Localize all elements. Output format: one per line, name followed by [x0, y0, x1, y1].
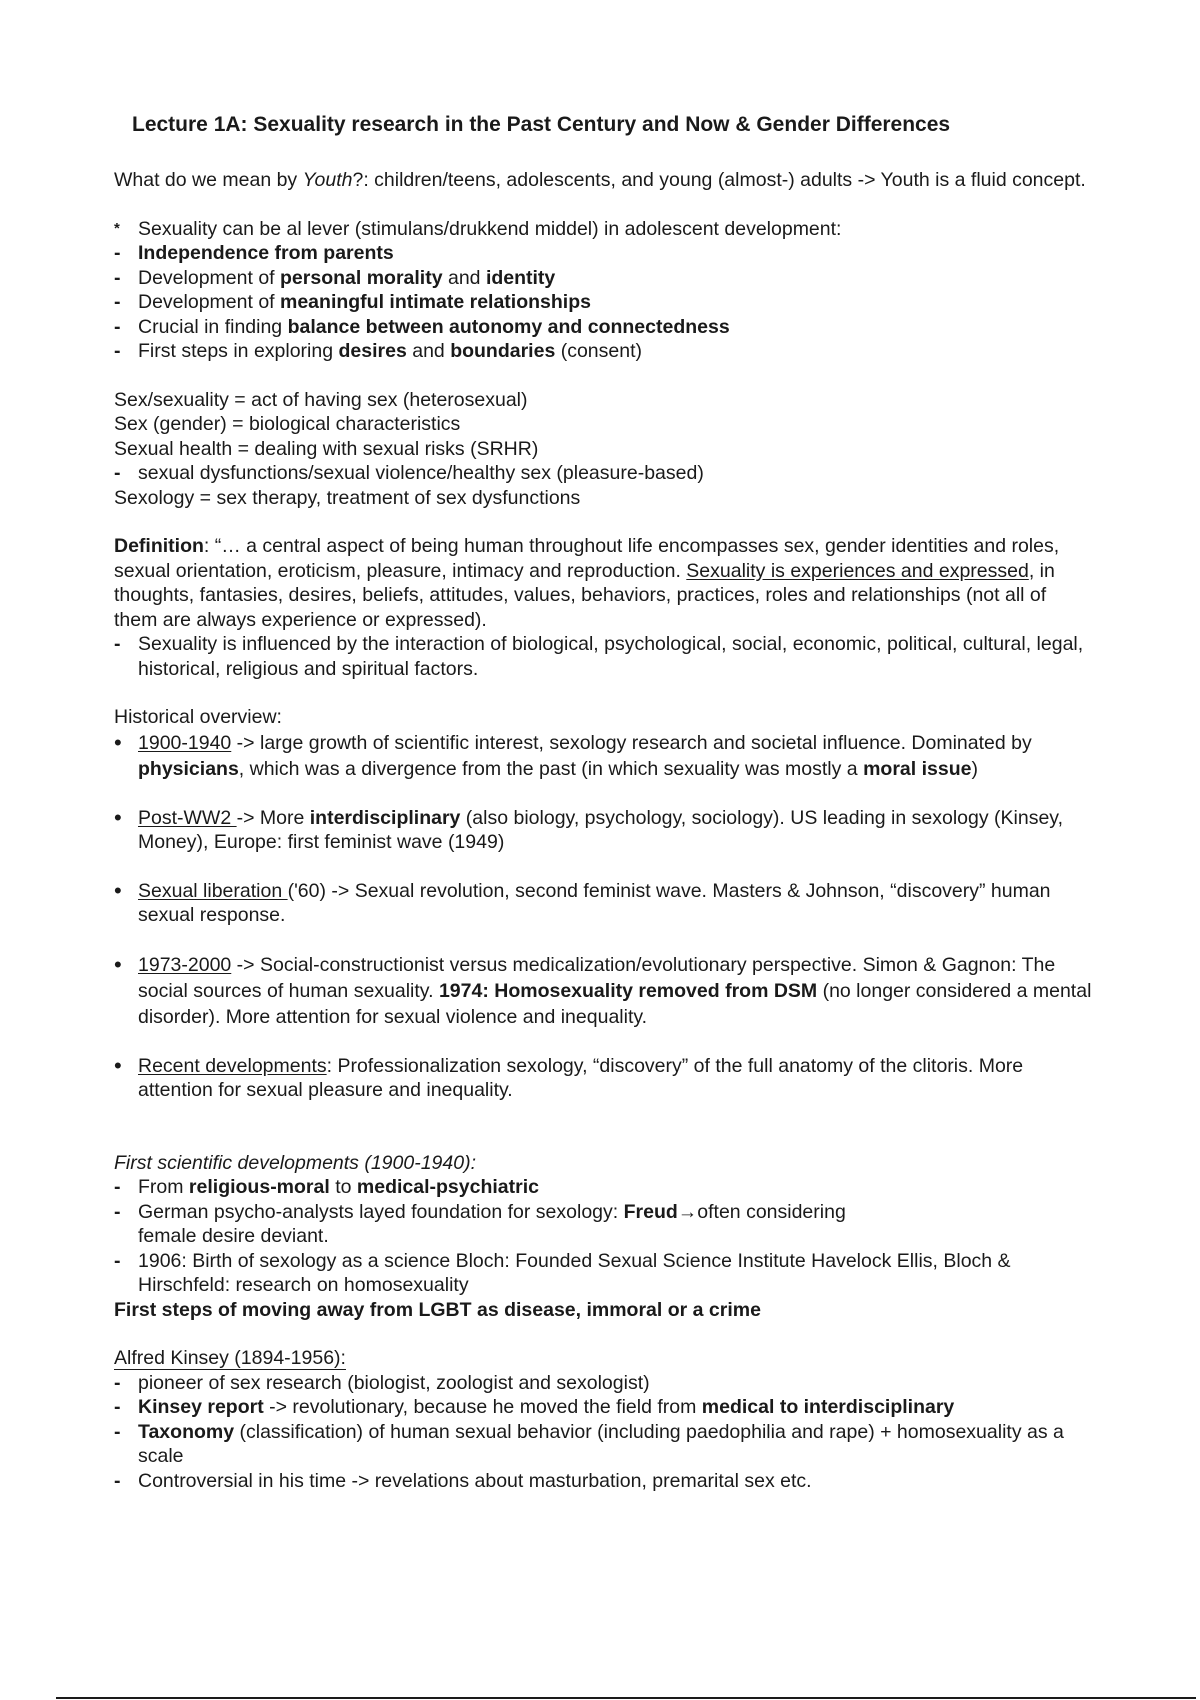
list-item: • Recent developments: Professionalization sexology, “discovery” of the full anatomy of the clitoris. More attention for sexual pleasure and inequality. [114, 1052, 1024, 1101]
definition-paragraph: Definition: “… a central aspect of being human throughout life encompasses sex, gender identities and roles, sexual orientation, eroticism, pleasure, intimacy and reproduction. Sexuality is experiences and expressed, in thoughts, fantasies, desires, beliefs, attitudes, values, behaviors, practices, roles and relationships (not all of them are always experience or expressed). [114, 535, 1060, 631]
list-item: - Crucial in finding balance between autonomy and connectedness [114, 315, 730, 338]
spacer [114, 510, 1094, 534]
list-item: - Controversial in his time -> revelations about masturbation, premarital sex etc. [114, 1469, 812, 1492]
lever-list [114, 217, 1094, 364]
list-item: • Sexual liberation ('60) -> Sexual revolution, second feminist wave. Masters & Johnson, “discovery” human sexual response. [114, 877, 1051, 926]
list-item: - German psycho-analysts layed foundation for sexology: Freud→often considering female desire deviant. [114, 1200, 846, 1247]
list-item: - Kinsey report -> revolutionary, because he moved the field from medical to interdisciplinary [114, 1396, 955, 1418]
definition-line: Sex (gender) = biological characteristics [114, 413, 461, 435]
page-title: Lecture 1A: Sexuality research in the Past Century and Now & Gender Differences [132, 113, 951, 136]
list-item: - Development of personal morality and identity [114, 266, 556, 289]
definition-line: Sexual health = dealing with sexual risks (SRHR) [114, 437, 539, 460]
list-item: • 1900-1940 -> large growth of scientific interest, sexology research and societal influence. Dominated by physicians, which was a divergence from the past (in which sexuality was mostly a moral issue) [114, 729, 1032, 780]
list-item: - First steps in exploring desires and boundaries (consent) [114, 340, 642, 362]
definitions-block [114, 388, 1094, 511]
kinsey-list [114, 1371, 1094, 1494]
list-item: - sexual dysfunctions/sexual violence/healthy sex (pleasure-based) [114, 462, 704, 484]
list-item: • 1973-2000 -> Social-constructionist versus medicalization/evolutionary perspective. Simon & Gagnon: The social sources of human sexuality. 1974: Homosexuality removed from DSM (no longer considered a mental disorder). More attention for sexual violence and inequality. [114, 951, 1092, 1028]
definition-line: Sexology = sex therapy, treatment of sex dysfunctions [114, 486, 581, 509]
list-item: * Sexuality can be al lever (stimulans/drukkend middel) in adolescent development: [114, 217, 842, 240]
section-heading: First scientific developments (1900-1940): [114, 1151, 476, 1174]
spacer [114, 1127, 1094, 1151]
conclusion-line: First steps of moving away from LGBT as disease, immoral or a crime [114, 1298, 761, 1321]
first-developments-list [114, 1175, 1094, 1298]
definition-line: Sex/sexuality = act of having sex (heterosexual) [114, 388, 528, 411]
spacer [114, 681, 1094, 705]
list-item: - From religious-moral to medical-psychiatric [114, 1176, 539, 1198]
list-item: - Sexuality is influenced by the interaction of biological, psychological, social, economic, political, cultural, legal, historical, religious and spiritual factors. [114, 633, 1084, 680]
spacer [114, 1322, 1094, 1346]
document-page [114, 112, 1094, 1493]
list-item: - 1906: Birth of sexology as a science Bloch: Founded Sexual Science Institute Havelock Ellis, Bloch & Hirschfeld: research on homosexuality [114, 1249, 1011, 1296]
section-heading: Alfred Kinsey (1894-1956): [114, 1347, 346, 1369]
list-item: - Development of meaningful intimate relationships [114, 291, 591, 313]
list-item: - pioneer of sex research (biologist, zoologist and sexologist) [114, 1371, 650, 1394]
list-item: • Post-WW2 -> More interdisciplinary (also biology, psychology, sociology). US leading in sexology (Kinsey, Money), Europe: first feminist wave (1949) [114, 804, 1064, 853]
spacer [114, 364, 1094, 388]
history-list [114, 730, 1094, 1103]
section-heading: Historical overview: [114, 706, 282, 728]
list-item: - Taxonomy (classification) of human sexual behavior (including paedophilia and rape) + homosexuality as a scale [114, 1420, 1064, 1467]
youth-paragraph: What do we mean by Youth?: children/teens, adolescents, and young (almost-) adults -> Youth is a fluid concept. [114, 169, 1086, 191]
arrow-icon: → [677, 1200, 698, 1223]
list-item: - Independence from parents [114, 242, 394, 264]
footer-divider [56, 1697, 1196, 1699]
spacer [114, 193, 1094, 217]
